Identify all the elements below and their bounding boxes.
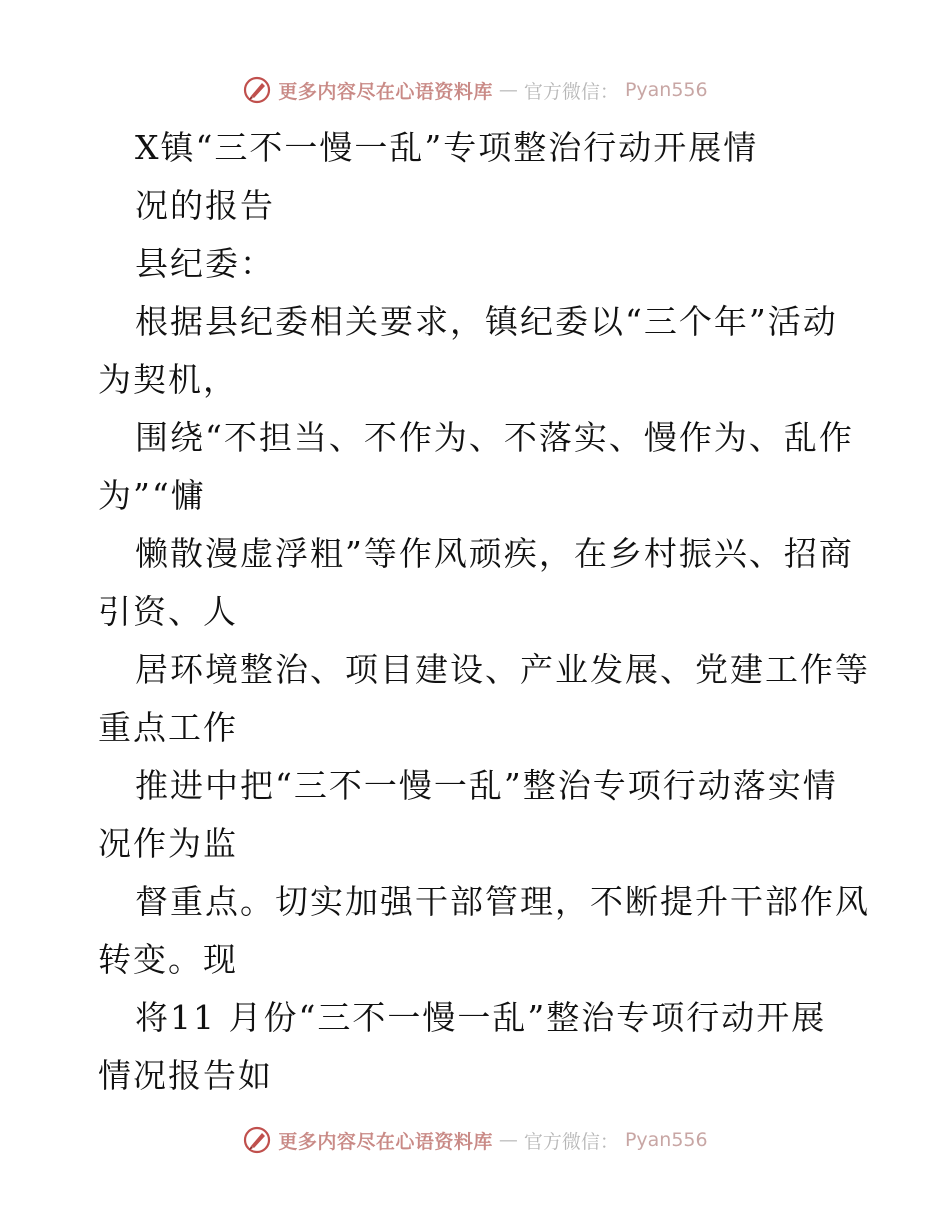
paragraph-line: 为”“慵 xyxy=(98,476,206,515)
document-title-line-1: X镇“三不一慢一乱”专项整治行动开展情 xyxy=(135,128,759,167)
header-watermark xyxy=(0,70,950,110)
watermark-tail: 官方微信： xyxy=(523,80,619,103)
watermark-handle: Pyan556 xyxy=(624,79,708,101)
watermark-dash: — xyxy=(498,79,518,101)
paragraph-line: 根据县纪委相关要求，镇纪委以“三个年”活动 xyxy=(135,302,838,341)
paragraph-line: 况作为监 xyxy=(98,824,238,863)
paragraph-line: 情况报告如 xyxy=(98,1056,273,1095)
watermark-brand: 更多内容尽在心语资料库 xyxy=(278,80,493,103)
watermark-handle: Pyan556 xyxy=(624,1129,708,1151)
watermark-dash: — xyxy=(498,1129,518,1151)
quill-pen-logo-icon xyxy=(242,75,272,105)
paragraph-line: 引资、人 xyxy=(98,592,238,631)
paragraph-line: 转变。现 xyxy=(98,940,238,979)
document-title-line-2: 况的报告 xyxy=(135,186,275,225)
paragraph-line: 督重点。切实加强干部管理，不断提升干部作风 xyxy=(135,882,870,921)
paragraph-line: 将11 月份“三不一慢一乱”整治专项行动开展 xyxy=(135,998,827,1037)
paragraph-line: 为契机， xyxy=(98,360,238,399)
paragraph-line: 重点工作 xyxy=(98,708,238,747)
watermark-tail: 官方微信： xyxy=(523,1130,619,1153)
quill-pen-logo-icon xyxy=(242,1125,272,1155)
footer-watermark xyxy=(0,1120,950,1160)
paragraph-line: 居环境整治、项目建设、产业发展、党建工作等 xyxy=(135,650,870,689)
paragraph-line: 懒散漫虚浮粗”等作风顽疾，在乡村振兴、招商 xyxy=(135,534,854,573)
paragraph-line: 推进中把“三不一慢一乱”整治专项行动落实情 xyxy=(135,766,838,805)
document-salutation: 县纪委： xyxy=(135,244,275,283)
paragraph-line: 围绕“不担当、不作为、不落实、慢作为、乱作 xyxy=(135,418,854,457)
watermark-brand: 更多内容尽在心语资料库 xyxy=(278,1130,493,1153)
